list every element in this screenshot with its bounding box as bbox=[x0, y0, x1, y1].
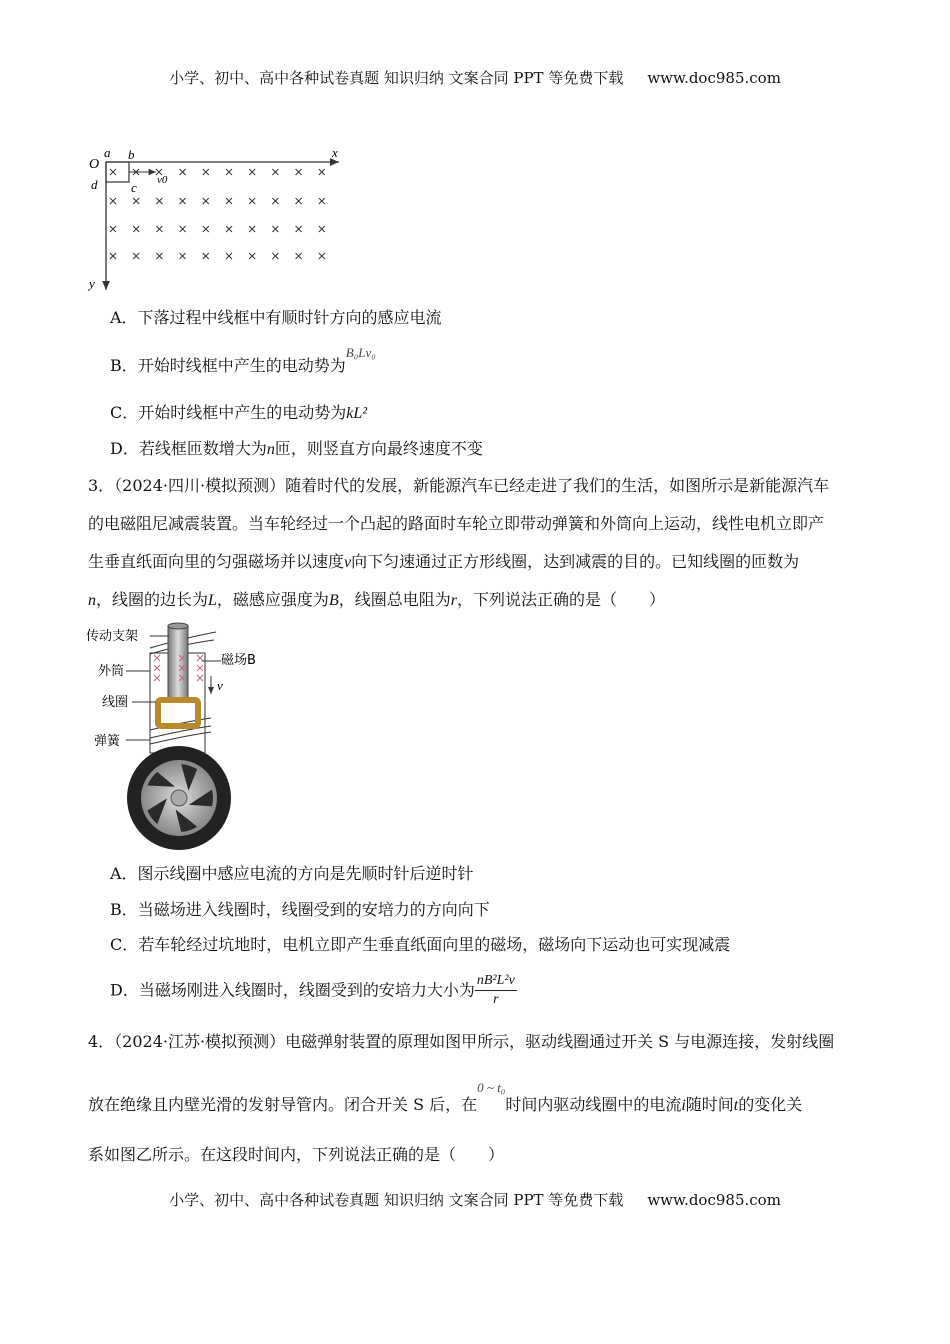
field-cross bbox=[296, 253, 302, 259]
q2-option-d[interactable] bbox=[110, 439, 483, 460]
text: ，下列说法正确的是（ ） bbox=[456, 590, 665, 609]
field-cross bbox=[319, 169, 325, 175]
q3-text-line bbox=[88, 552, 799, 573]
field-cross bbox=[272, 226, 278, 232]
footer-url[interactable]: www.doc985.com bbox=[647, 1191, 781, 1209]
field-cross bbox=[249, 226, 255, 232]
field-cross bbox=[110, 226, 116, 232]
text: ，线圈总电阻为 bbox=[338, 590, 451, 609]
field-cross bbox=[110, 253, 116, 259]
field-cross bbox=[249, 169, 255, 175]
field-cross bbox=[319, 226, 325, 232]
q2-option-c[interactable] bbox=[110, 403, 367, 424]
text: 放在绝缘且内壁光滑的发射导管内。闭合开关 S 后，在 bbox=[88, 1095, 478, 1114]
field-cross bbox=[226, 226, 232, 232]
fraction bbox=[475, 972, 517, 1009]
label-x: x bbox=[332, 145, 338, 160]
label-v: v bbox=[217, 678, 223, 693]
label-spring: 弹簧 bbox=[94, 734, 121, 749]
var-t: t bbox=[733, 1097, 739, 1114]
field-cross bbox=[180, 198, 186, 204]
denominator: r bbox=[493, 992, 499, 1007]
field-cross bbox=[249, 253, 255, 259]
field-cross bbox=[249, 198, 255, 204]
var: r bbox=[450, 592, 457, 609]
page-header bbox=[0, 68, 950, 88]
text: 生垂直纸面向里的匀强磁场并以速度 bbox=[88, 552, 345, 571]
var-i: i bbox=[681, 1097, 686, 1114]
q3-option-c[interactable]: C．若车轮经过坑地时，电机立即产生垂直纸面向里的磁场，磁场向下运动也可实现减震 bbox=[110, 935, 731, 954]
label-d: d bbox=[91, 177, 98, 192]
field-cross bbox=[203, 253, 209, 259]
field-crosses bbox=[110, 169, 325, 259]
wire-frame bbox=[106, 162, 129, 182]
field-cross bbox=[203, 198, 209, 204]
field-cross bbox=[272, 198, 278, 204]
text: 随时间 bbox=[685, 1095, 734, 1114]
var: B bbox=[328, 592, 339, 609]
damper-figure bbox=[84, 618, 284, 853]
label-b: b bbox=[128, 147, 135, 162]
option-text: C．开始时线框中产生的电动势为 bbox=[110, 403, 347, 422]
page-footer bbox=[0, 1190, 950, 1210]
field-cross bbox=[156, 198, 162, 204]
q2-option-a[interactable]: A．下落过程中线框中有顺时针方向的感应电流 bbox=[110, 308, 442, 327]
field-cross bbox=[180, 253, 186, 259]
field-cross bbox=[156, 253, 162, 259]
field-cross bbox=[156, 226, 162, 232]
text: ，线圈的边长为 bbox=[96, 590, 209, 609]
formula: kL² bbox=[346, 405, 368, 422]
field-cross bbox=[203, 169, 209, 175]
q4-text-line: 4．（2024·江苏·模拟预测）电磁弹射装置的原理如图甲所示，驱动线圈通过开关 S 与电源连接，发射线圈 bbox=[88, 1032, 835, 1051]
header-text: 小学、初中、高中各种试卷真题 知识归纳 文案合同 PPT 等免费下载 bbox=[169, 69, 624, 87]
field-cross bbox=[296, 198, 302, 204]
field-cross bbox=[319, 253, 325, 259]
field-cross bbox=[180, 169, 186, 175]
var: n bbox=[88, 592, 96, 609]
field-cross bbox=[180, 226, 186, 232]
footer-text: 小学、初中、高中各种试卷真题 知识归纳 文案合同 PPT 等免费下载 bbox=[169, 1191, 624, 1209]
q2-option-b[interactable] bbox=[110, 345, 376, 377]
field-cross bbox=[272, 253, 278, 259]
formula: 0 ~ t₀ bbox=[477, 1080, 506, 1095]
field-cross bbox=[133, 253, 139, 259]
magnetic-field-figure bbox=[84, 145, 344, 295]
field-cross bbox=[319, 198, 325, 204]
label-v0: v0 bbox=[157, 174, 168, 186]
label-coil: 线圈 bbox=[102, 695, 129, 710]
text: ，磁感应强度为 bbox=[216, 590, 329, 609]
field-cross bbox=[296, 169, 302, 175]
q3-option-b[interactable]: B．当磁场进入线圈时，线圈受到的安培力的方向向下 bbox=[110, 900, 490, 919]
option-text: D．若线框匝数增大为 bbox=[110, 439, 267, 458]
numerator: nB²L²v bbox=[475, 972, 517, 991]
option-text: B．开始时线框中产生的电动势为 bbox=[110, 356, 346, 375]
formula: B₀Lv₀ bbox=[345, 345, 376, 360]
field-cross bbox=[110, 198, 116, 204]
field-cross bbox=[226, 253, 232, 259]
field-cross bbox=[203, 226, 209, 232]
q3-option-a[interactable]: A．图示线圈中感应电流的方向是先顺时针后逆时针 bbox=[110, 864, 474, 883]
label-y: y bbox=[89, 276, 95, 291]
field-cross bbox=[226, 169, 232, 175]
field-cross bbox=[296, 226, 302, 232]
label-O: O bbox=[89, 157, 100, 172]
text: 时间内驱动线圈中的电流 bbox=[505, 1095, 682, 1114]
header-url[interactable]: www.doc985.com bbox=[647, 69, 781, 87]
field-cross bbox=[226, 198, 232, 204]
field-cross bbox=[272, 169, 278, 175]
var: L bbox=[208, 592, 217, 609]
var-v: v bbox=[344, 554, 352, 571]
q3-text-line: 3．（2024·四川·模拟预测）随着时代的发展，新能源汽车已经走进了我们的生活，如图所示是新能源汽车 bbox=[88, 476, 830, 495]
label-c: c bbox=[131, 180, 137, 195]
label-field: 磁场B bbox=[221, 653, 256, 668]
label-bracket: 传动支架 bbox=[86, 629, 139, 644]
label-outer-tube: 外筒 bbox=[98, 664, 125, 679]
option-text: 匝，则竖直方向最终速度不变 bbox=[274, 439, 483, 458]
label-a: a bbox=[104, 145, 111, 160]
q3-option-d[interactable] bbox=[110, 972, 517, 1009]
field-cross bbox=[133, 198, 139, 204]
text: 的变化关 bbox=[738, 1095, 803, 1114]
var-n: n bbox=[266, 441, 275, 458]
q3-text-line bbox=[88, 590, 665, 611]
text: 向下匀速通过正方形线圈，达到减震的目的。已知线圈的匝数为 bbox=[351, 552, 800, 571]
field-cross bbox=[133, 226, 139, 232]
option-text: D．当磁场刚进入线圈时，线圈受到的安培力大小为 bbox=[110, 980, 475, 1000]
q3-text-line: 的电磁阻尼减震装置。当车轮经过一个凸起的路面时车轮立即带动弹簧和外筒向上运动，线性电机立即产 bbox=[88, 514, 825, 533]
field-cross bbox=[110, 169, 116, 175]
q4-text-line: 系如图乙所示。在这段时间内，下列说法正确的是（ ） bbox=[88, 1145, 505, 1164]
